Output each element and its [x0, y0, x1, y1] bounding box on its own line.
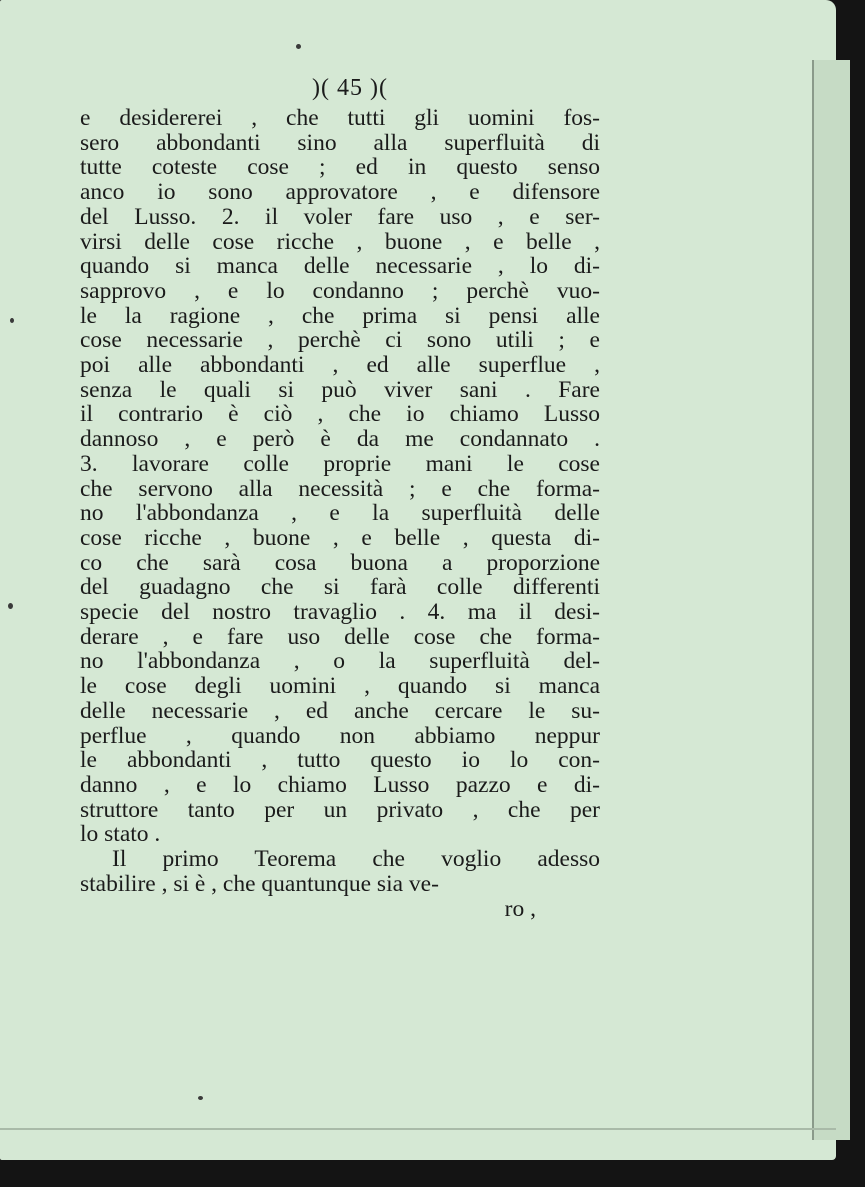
- text-line: specie del nostro travaglio . 4. ma il desi-: [80, 599, 600, 626]
- text-line: co che sarà cosa buona a proporzione: [80, 549, 600, 576]
- text-line: le cose degli uomini , quando si manca: [80, 673, 600, 700]
- text-line: le abbondanti , tutto questo io lo con-: [80, 747, 600, 774]
- text-lines: [80, 106, 600, 897]
- text-line: struttore tanto per un privato , che per: [80, 796, 600, 823]
- text-line: quando si manca delle necessarie , lo di-: [80, 253, 600, 280]
- text-line: anco io sono approvatore , e difensore: [80, 179, 600, 206]
- text-line: senza le quali si può viver sani . Fare: [80, 376, 600, 403]
- text-line: che servono alla necessità ; e che forma-: [80, 475, 600, 502]
- page-edge: [812, 60, 850, 1140]
- text-line: virsi delle cose ricche , buone , e belle ,: [80, 228, 600, 255]
- ink-spot: [198, 1096, 203, 1100]
- catchword: ro ,: [504, 895, 536, 922]
- text-line: le la ragione , che prima si pensi alle: [80, 302, 600, 329]
- page-text: [80, 74, 600, 921]
- text-line: sapprovo , e lo condanno ; perchè vuo-: [80, 277, 600, 304]
- text-line: tutte coteste cose ; ed in questo senso: [80, 154, 600, 181]
- text-line: del Lusso. 2. il voler fare uso , e ser-: [80, 203, 600, 230]
- ink-spot: [8, 603, 13, 609]
- text-line: delle necessarie , ed anche cercare le su-: [80, 697, 600, 724]
- text-line: danno , e lo chiamo Lusso pazzo e di-: [80, 771, 600, 798]
- text-line: no l'abbondanza , o la superfluità del-: [80, 648, 600, 675]
- text-line: no l'abbondanza , e la superfluità delle: [80, 500, 600, 527]
- text-line: 3. lavorare colle proprie mani le cose: [80, 450, 600, 477]
- page-number-header: )( 45 )(: [312, 75, 388, 101]
- text-line: il contrario è ciò , che io chiamo Lusso: [80, 401, 600, 428]
- text-line: Il primo Teorema che voglio adesso: [112, 846, 600, 873]
- text-line: del guadagno che si farà colle differenti: [80, 574, 600, 601]
- text-line: e desidererei , che tutti gli uomini fos-: [80, 105, 600, 131]
- text-line: sero abbondanti sino alla superfluità di: [80, 129, 600, 156]
- text-line: derare , e fare uso delle cose che forma-: [80, 623, 600, 650]
- ink-spot: [10, 318, 14, 323]
- text-line: cose necessarie , perchè ci sono utili ; e: [80, 327, 600, 354]
- text-line: perflue , quando non abbiamo neppur: [80, 722, 600, 749]
- text-line: dannoso , e però è da me condannato .: [80, 426, 600, 453]
- page-fold-line: [0, 1128, 836, 1130]
- text-line: poi alle abbondanti , ed alle superflue ,: [80, 352, 600, 379]
- text-line: lo stato .: [80, 821, 161, 848]
- text-line: stabilire , si è , che quantunque sia ve-: [80, 870, 439, 897]
- text-line: cose ricche , buone , e belle , questa di-: [80, 524, 600, 551]
- ink-spot: [296, 44, 301, 49]
